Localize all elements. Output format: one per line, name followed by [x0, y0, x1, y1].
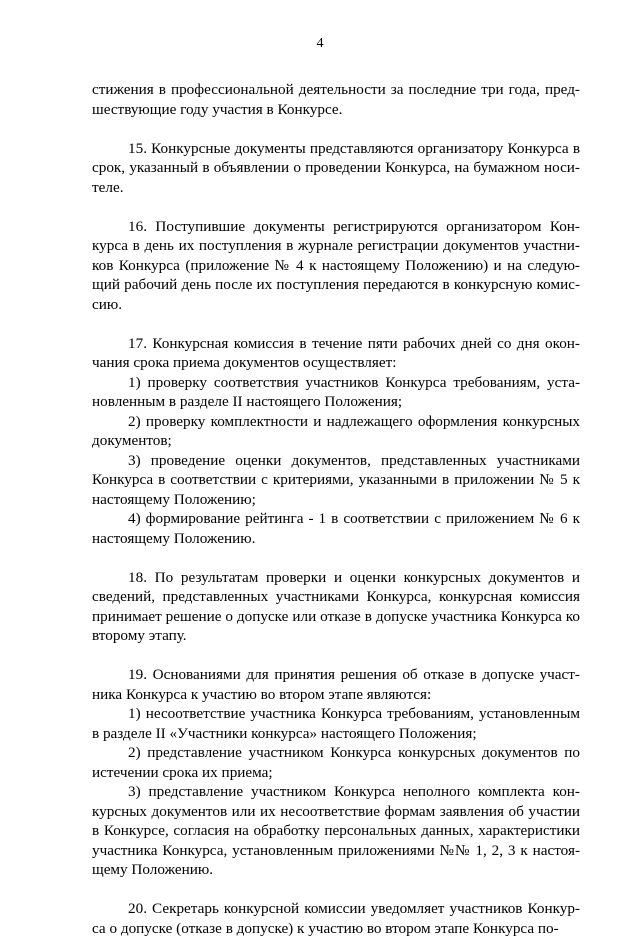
paragraph: 1) несоответствие участника Конкурса требованиям, установленным в разделе II «Участники конкурса» настоящего Положения; [92, 705, 580, 742]
page-number: 4 [316, 36, 324, 51]
paragraph: 15. Конкурсные документы представляются организатору Конкурса в срок, указанный в объявлении о проведении Конкурса, на бумажном носи-теле. [92, 139, 580, 196]
paragraph: 2) проверку комплектности и надлежащего оформления конкурсных документов; [92, 412, 580, 449]
section-b18 [92, 568, 580, 646]
paragraph: 3) представление участником Конкурса неполного комплекта кон-курсных документов или их несоответствие формам заявления об участии в Конкурсе, согласия на обработку персональных данных, характеристики участника Конкурса, установленным приложениями №№ 1, 2, 3 к настоя-щему Положению. [92, 783, 580, 878]
section-b15 [92, 139, 580, 198]
paragraph: 19. Основаниями для принятия решения об отказе в допуске участ-ника Конкурса к участию во втором этапе являются: [92, 666, 580, 703]
paragraph: стижения в профессиональной деятельности за последние три года, пред-шествующие году участия в Конкурсе. [92, 81, 580, 118]
section-b19 [92, 665, 580, 880]
paragraph: 18. По результатам проверки и оценки конкурсных документов и сведений, представленных участниками Конкурса, конкурсная комиссия принимает решение о допуске или отказе в допуске участника Конкурса ко второму этапу. [92, 568, 580, 644]
paragraph: 17. Конкурсная комиссия в течение пяти рабочих дней со дня окон-чания срока приема документов осуществляет: [92, 334, 580, 371]
section-b0 [92, 80, 580, 119]
paragraph: 16. Поступившие документы регистрируются организатором Кон-курса в день их поступления в журнале регистрации документов участни-ков Конкурса (приложение № 4 к настоящему Положению) и на следую-щий рабочий день после их поступления передаются в конкурсную комис-сию. [92, 217, 580, 313]
paragraph: 20. Секретарь конкурсной комиссии уведомляет участников Конкур-са о допуске (отказе в допуске) к участию во втором этапе Конкурса по- [92, 900, 580, 937]
paragraph: 1) проверку соответствия участников Конкурса требованиям, уста-новленным в разделе II настоящего Положения; [92, 373, 580, 410]
document-body [92, 80, 580, 938]
paragraph: 4) формирование рейтинга - 1 в соответствии с приложением № 6 к настоящему Положению. [92, 510, 580, 547]
paragraph: 3) проведение оценки документов, представленных участниками Конкурса в соответствии с критериями, указанными в приложении № 5 к настоящему Положению; [92, 451, 580, 508]
section-b16 [92, 217, 580, 315]
paragraph: 2) представление участником Конкурса конкурсных документов по истечении срока их приема; [92, 744, 580, 781]
section-b17 [92, 334, 580, 549]
